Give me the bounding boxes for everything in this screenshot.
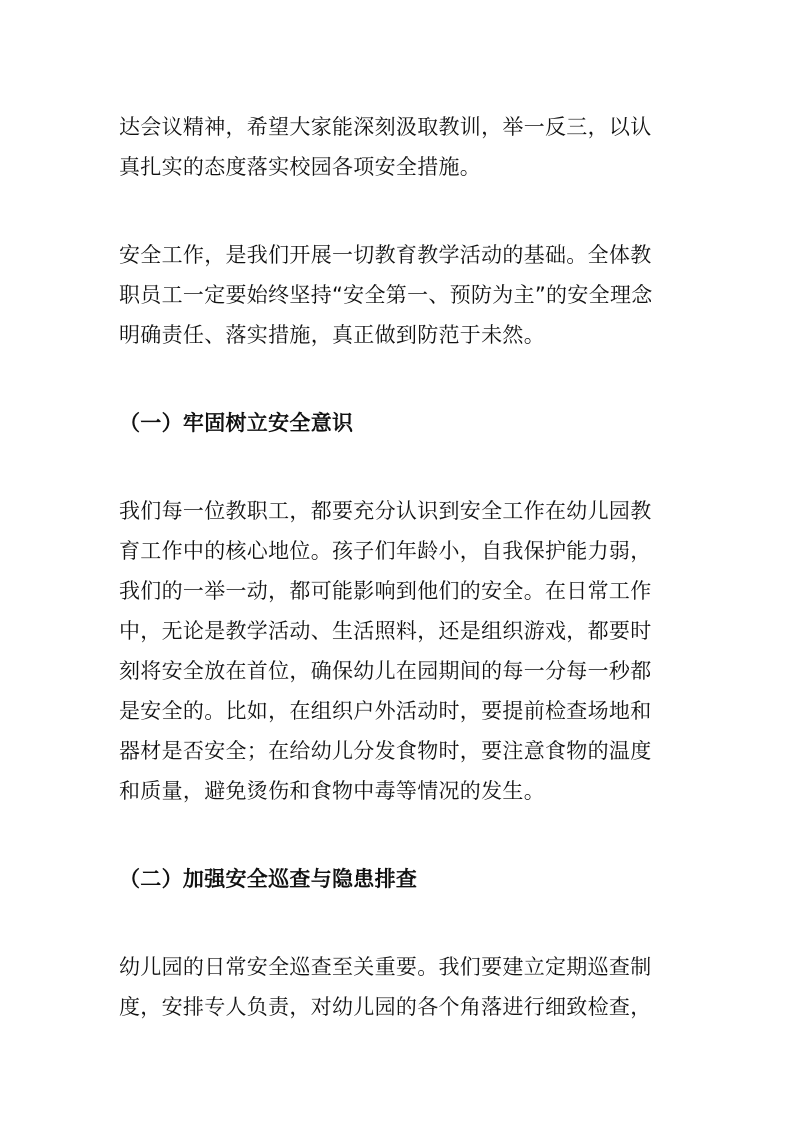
paragraph-line: 器材是否安全；在给幼儿分发食物时，要注意食物的温度 <box>119 739 652 763</box>
paragraph-line: 和质量，避免烫伤和食物中毒等情况的发生。 <box>119 779 545 803</box>
paragraph-line: 明确责任、落实措施，真正做到防范于未然。 <box>119 323 545 347</box>
paragraph-3 <box>119 491 679 811</box>
paragraph-line: 我们每一位教职工，都要充分认识到安全工作在幼儿园教 <box>119 499 652 523</box>
paragraph-line: 我们的一举一动，都可能影响到他们的安全。在日常工作 <box>119 579 652 603</box>
paragraph-line: 职员工一定要始终坚持“安全第一、预防为主”的安全理念 <box>119 283 653 307</box>
section-heading-1: （一）牢固树立安全意识 <box>119 411 354 435</box>
paragraph-line: 达会议精神，希望大家能深刻汲取教训，举一反三，以认 <box>119 115 652 139</box>
paragraph-line: 幼儿园的日常安全巡查至关重要。我们要建立定期巡查制 <box>119 955 652 979</box>
section-heading-2: （二）加强安全巡查与隐患排查 <box>119 867 418 891</box>
paragraph-line: 刻将安全放在首位，确保幼儿在园期间的每一分每一秒都 <box>119 659 652 683</box>
paragraph-line: 中，无论是教学活动、生活照料，还是组织游戏，都要时 <box>119 619 652 643</box>
paragraph-1 <box>119 107 679 187</box>
document-page <box>119 107 679 1027</box>
paragraph-line: 安全工作，是我们开展一切教育教学活动的基础。全体教 <box>119 243 652 267</box>
paragraph-line: 育工作中的核心地位。孩子们年龄小，自我保护能力弱， <box>119 539 652 563</box>
paragraph-line: 真扎实的态度落实校园各项安全措施。 <box>119 155 482 179</box>
paragraph-line: 度，安排专人负责，对幼儿园的各个角落进行细致检查， <box>119 995 652 1019</box>
paragraph-2 <box>119 235 679 355</box>
paragraph-line: 是安全的。比如，在组织户外活动时，要提前检查场地和 <box>119 699 652 723</box>
paragraph-4 <box>119 947 679 1027</box>
